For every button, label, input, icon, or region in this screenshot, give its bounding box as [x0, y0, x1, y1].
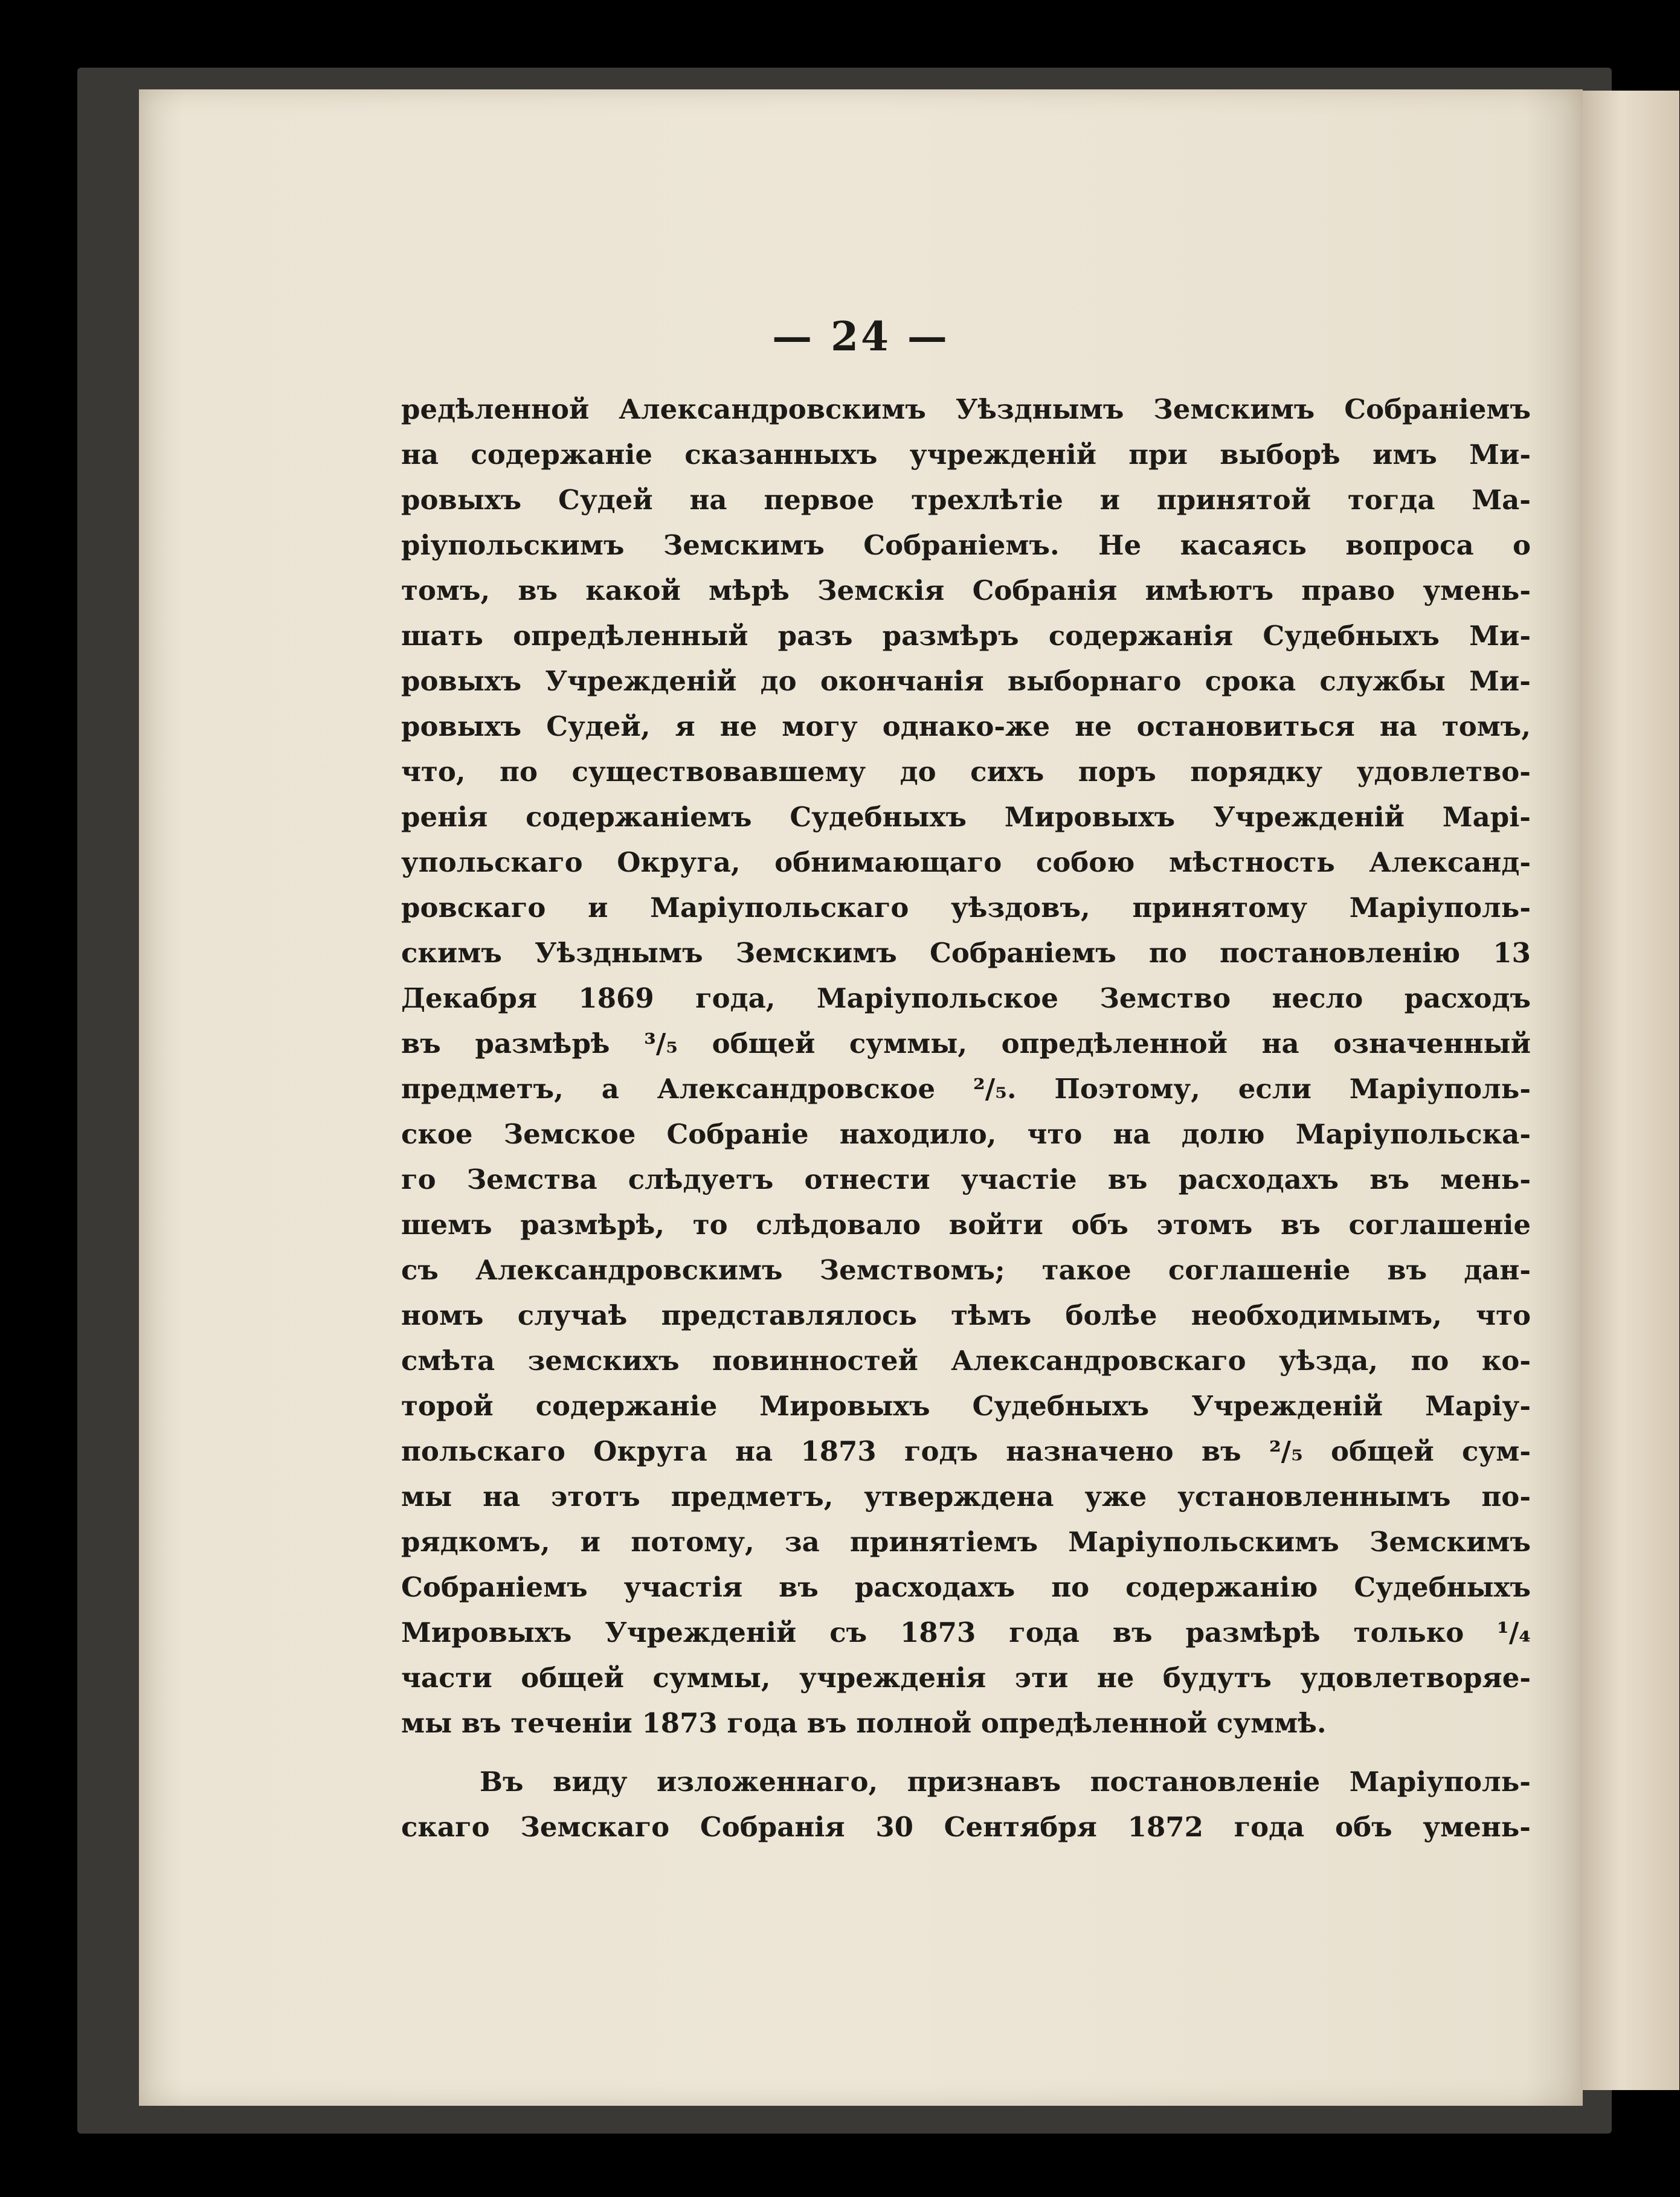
text-line: Мировыхъ Учрежденій съ 1873 года въ размѣрѣ только ¹/₄ — [401, 1616, 1531, 1649]
text-line: ровскаго и Маріупольскаго уѣздовъ, принятому Маріуполь- — [401, 892, 1531, 924]
text-line: мы въ теченіи 1873 года въ полной опредѣленной суммѣ. — [401, 1707, 1327, 1739]
text-line: мы на этотъ предметъ, утверждена уже установленнымъ по- — [401, 1481, 1531, 1513]
text-line: ріупольскимъ Земскимъ Собраніемъ. Не касаясь вопроса о — [401, 529, 1531, 561]
text-line: польскаго Округа на 1873 годъ назначено въ ²/₅ общей сум- — [401, 1435, 1531, 1467]
page-number: — 24 — — [772, 313, 950, 360]
text-line: томъ, въ какой мѣрѣ Земскія Собранія имѣютъ право умень- — [401, 574, 1531, 606]
text-line: части общей суммы, учрежденія эти не будутъ удовлетворяе- — [401, 1662, 1531, 1694]
paragraph — [401, 1759, 1531, 1850]
text-line: ровыхъ Учрежденій до окончанія выборнаго срока службы Ми- — [401, 665, 1531, 697]
text-line: упольскаго Округа, обнимающаго собою мѣстность Александ- — [401, 846, 1531, 878]
text-line: смѣта земскихъ повинностей Александровскаго уѣзда, по ко- — [401, 1345, 1531, 1377]
text-line: Декабря 1869 года, Маріупольское Земство несло расходъ — [401, 982, 1531, 1014]
text-line: Въ виду изложеннаго, признавъ постановленіе Маріуполь- — [480, 1766, 1531, 1798]
text-line: ровыхъ Судей, я не могу однако-же не остановиться на томъ, — [401, 710, 1531, 742]
text-line: ровыхъ Судей на первое трехлѣтіе и принятой тогда Ма- — [401, 484, 1531, 516]
text-line: съ Александровскимъ Земствомъ; такое соглашеніе въ дан- — [401, 1254, 1531, 1286]
text-line: ское Земское Собраніе находило, что на долю Маріупольска- — [401, 1118, 1531, 1150]
text-line: шать опредѣленный разъ размѣръ содержанія Судебныхъ Ми- — [401, 620, 1531, 652]
next-page-edge — [1583, 91, 1679, 2090]
text-line: редѣленной Александровскимъ Уѣзднымъ Земскимъ Собраніемъ — [401, 393, 1531, 425]
text-line: номъ случаѣ представлялось тѣмъ болѣе необходимымъ, что — [401, 1299, 1531, 1331]
text-line: шемъ размѣрѣ, то слѣдовало войти объ этомъ въ соглашеніе — [401, 1209, 1531, 1241]
page-body-text — [401, 387, 1531, 1850]
text-line: что, по существовавшему до сихъ поръ порядку удовлетво- — [401, 756, 1531, 788]
text-line: на содержаніе сказанныхъ учрежденій при выборѣ имъ Ми- — [401, 439, 1531, 471]
paragraph-gap — [401, 1746, 1531, 1759]
text-line: торой содержаніе Мировыхъ Судебныхъ Учрежденій Маріу- — [401, 1390, 1531, 1422]
text-line: Собраніемъ участія въ расходахъ по содержанію Судебныхъ — [401, 1571, 1531, 1603]
text-line: го Земства слѣдуетъ отнести участіе въ расходахъ въ мень- — [401, 1163, 1531, 1195]
text-line: скаго Земскаго Собранія 30 Сентября 1872 года объ умень- — [401, 1811, 1531, 1843]
paragraph — [401, 387, 1531, 1746]
text-line: ренія содержаніемъ Судебныхъ Мировыхъ Учрежденій Марі- — [401, 801, 1531, 833]
text-line: предметъ, а Александровское ²/₅. Поэтому, если Маріуполь- — [401, 1073, 1531, 1105]
book-page — [139, 89, 1583, 2106]
text-line: рядкомъ, и потому, за принятіемъ Маріупольскимъ Земскимъ — [401, 1526, 1531, 1558]
text-line: скимъ Уѣзднымъ Земскимъ Собраніемъ по постановленію 13 — [401, 937, 1531, 969]
text-line: въ размѣрѣ ³/₅ общей суммы, опредѣленной на означенный — [401, 1028, 1531, 1060]
